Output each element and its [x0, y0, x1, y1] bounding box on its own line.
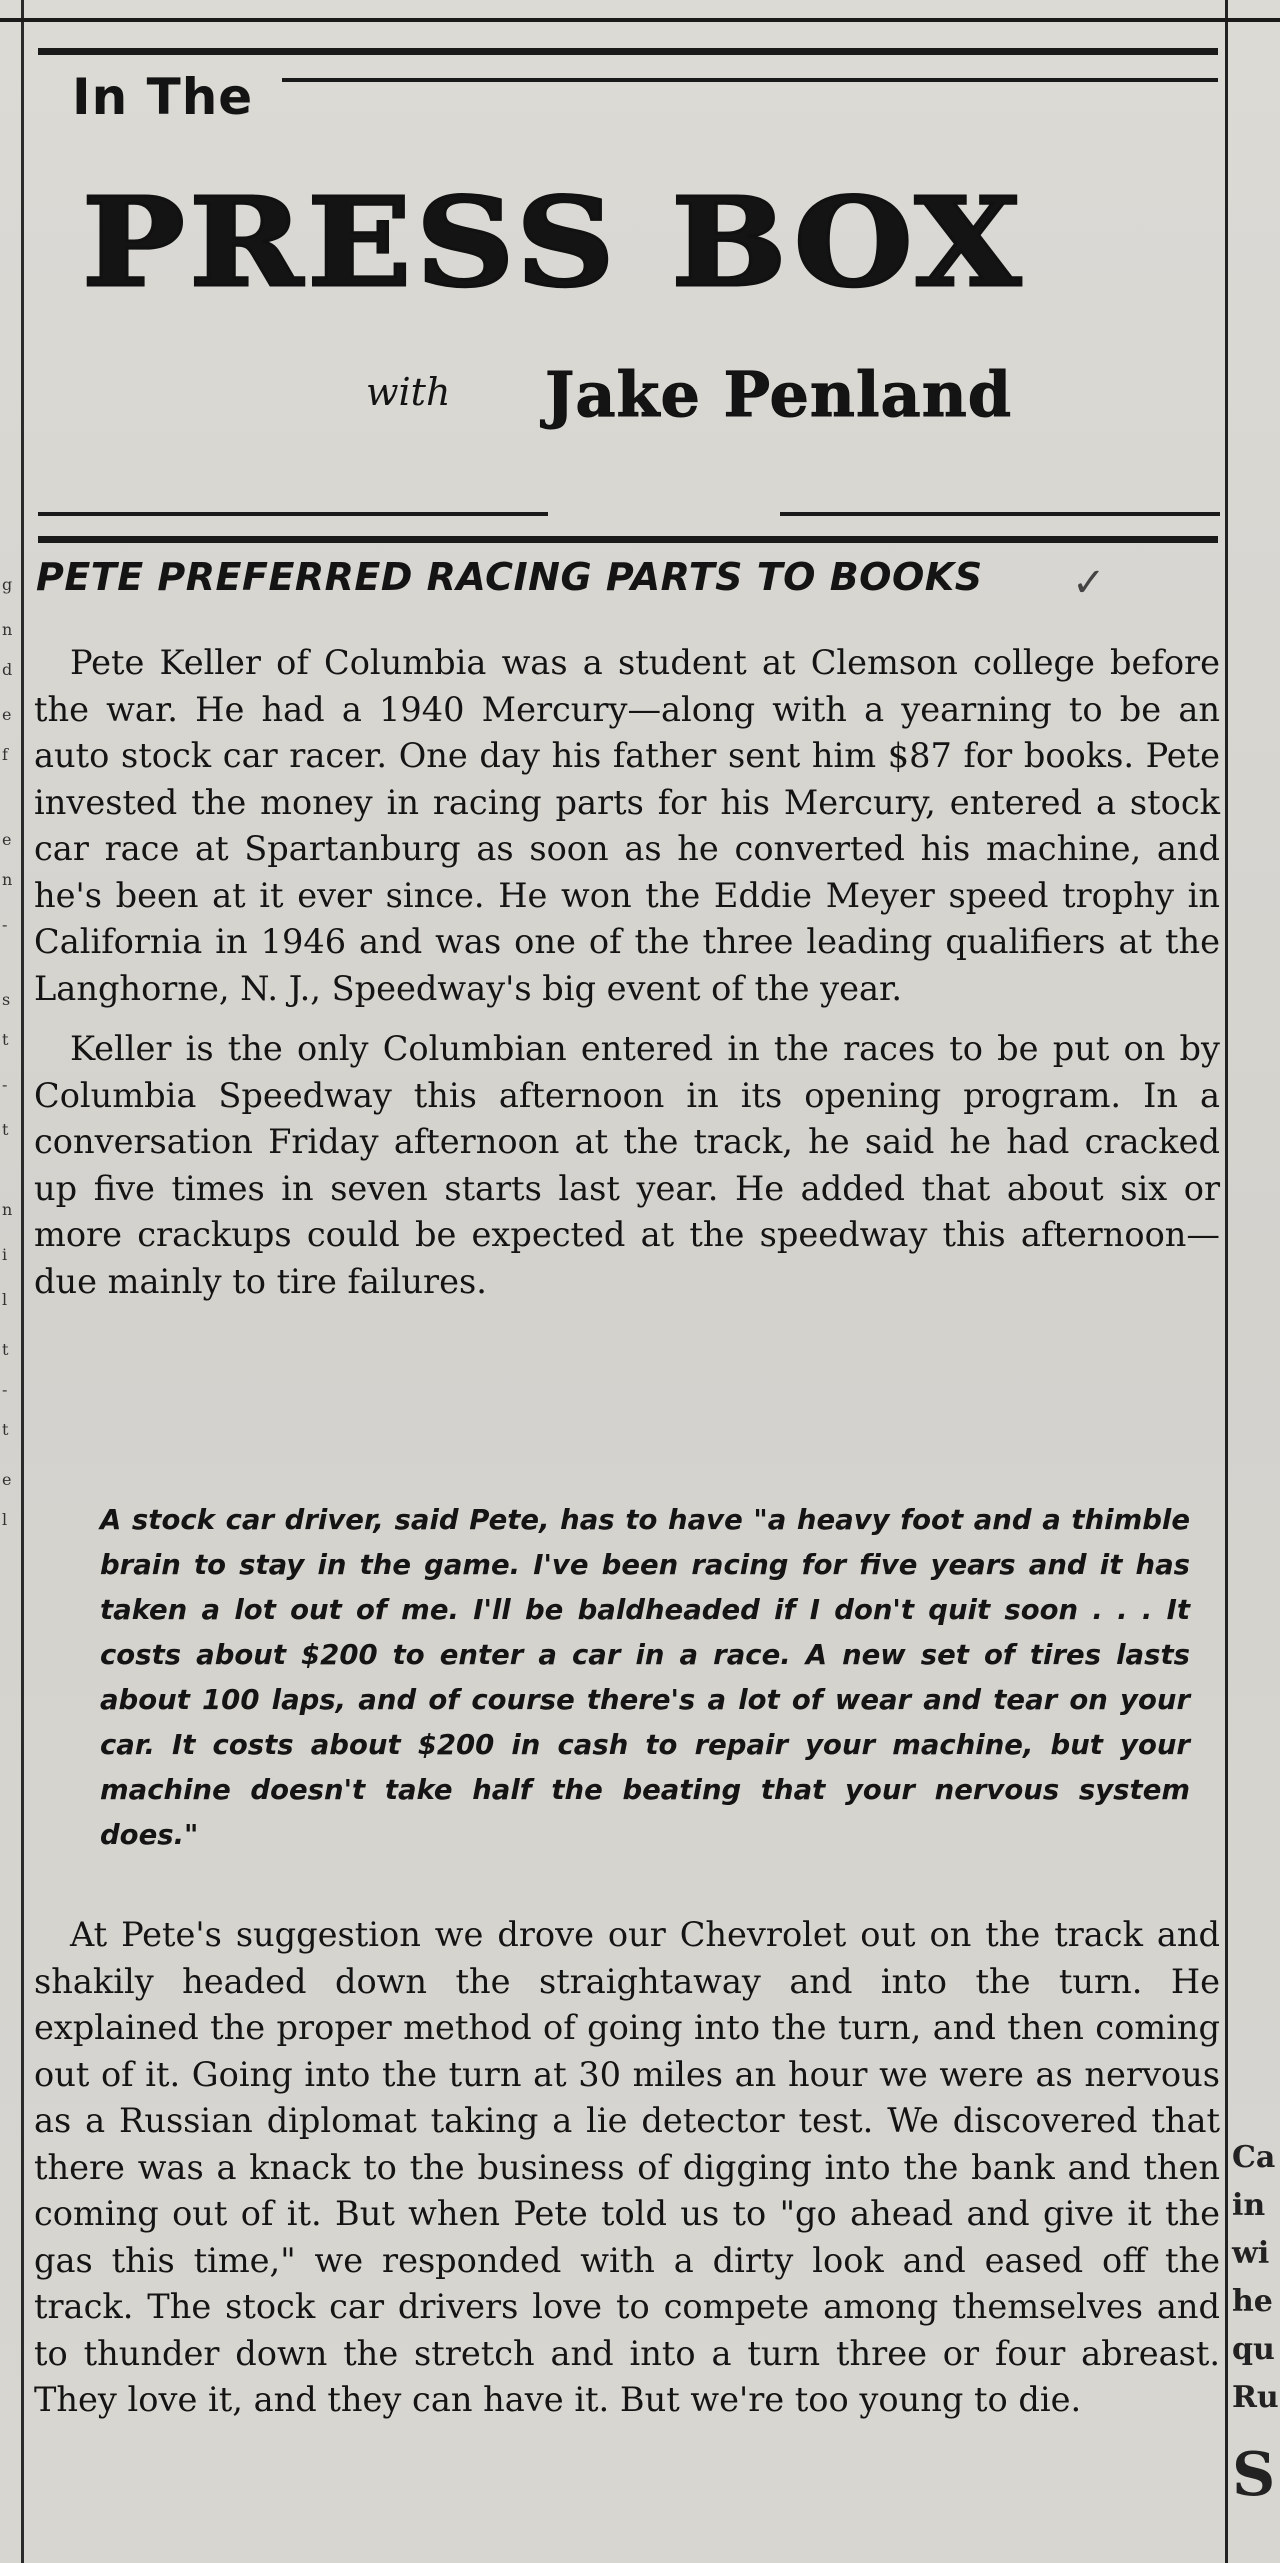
masthead-rule-heavy: [38, 536, 1218, 543]
top-rule: [0, 18, 1280, 22]
masthead-rule-thin: [282, 78, 1218, 82]
masthead-rule-bottom-right: [780, 512, 1220, 516]
body-paragraph: At Pete's suggestion we drove our Chevrolet out on the track and shakily headed down the straightaway and into the turn. He explained the proper method of going into the turn, and then coming out of it. Going into the turn at 30 miles an hour we were as nervous as a Russian diplomat taking a lie detector test. We discovered that there was a knack to the business of digging into the bank and then coming out of it. But when Pete told us to "go ahead and give it the gas this time," we responded with a dirty look and eased off the track. The stock car drivers love to compete among themselves and to thunder down the stretch and into a turn three or four abreast. They love it, and they can have it. But we're too young to die.: [34, 1915, 1220, 2419]
right-fragment: Ru: [1232, 2380, 1279, 2415]
right-fragment: Ca: [1232, 2140, 1276, 2175]
masthead-rule-bottom-left: [38, 512, 548, 516]
right-column-edge: [1225, 0, 1280, 2563]
masthead-kicker: In The: [72, 68, 254, 126]
pull-quote: A stock car driver, said Pete, has to have "a heavy foot and a thimble brain to stay in the game. I've been racing for five years and it has taken a lot out of me. I'll be baldheaded if I don't quit soon . . . It costs about $200 to enter a car in a race. A new set of tires lasts about 100 laps, and of course there's a lot of wear and tear on your car. It costs about $200 in cash to repair your machine, but your machine doesn't take half the beating that your nervous system does.": [100, 1504, 1190, 1851]
right-fragment: in: [1232, 2188, 1266, 2223]
byline-prefix: with: [366, 370, 451, 414]
byline-author: Jake Penland: [545, 358, 1013, 431]
right-fragment: qu: [1232, 2332, 1275, 2367]
right-fragment: wi: [1232, 2236, 1270, 2271]
article-body: [34, 640, 1220, 1305]
right-fragment: S: [1232, 2440, 1276, 2510]
body-paragraph: Keller is the only Columbian entered in the races to be put on by Columbia Speedway this afternoon in its opening program. In a conversation Friday afternoon at the track, he said he had cracked up five times in seven starts last year. He added that about six or more crackups could be expected at the speedway this afternoon—due mainly to tire failures.: [34, 1029, 1220, 1301]
right-fragment: he: [1232, 2284, 1273, 2319]
editor-mark-icon: ✓: [1072, 560, 1106, 606]
article-headline: PETE PREFERRED RACING PARTS TO BOOKS: [36, 555, 983, 599]
article-closing: [34, 1912, 1220, 2424]
body-paragraph: Pete Keller of Columbia was a student at Clemson college before the war. He had a 1940 Mercury—along with a yearning to be an auto stock car racer. One day his father sent him $87 for books. Pete invested the money in racing parts for his Mercury, entered a stock car race at Spartanburg as soon as he converted his machine, and he's been at it ever since. He won the Eddie Meyer speed trophy in California in 1946 and was one of the three leading qualifiers at the Langhorne, N. J., Speedway's big event of the year.: [34, 643, 1220, 1008]
left-column-edge: g n d e f e n - s t - t n i l t - t e l: [0, 0, 24, 2563]
masthead-title: PRESS BOX: [82, 170, 1026, 314]
masthead-rule-top: [38, 48, 1218, 55]
